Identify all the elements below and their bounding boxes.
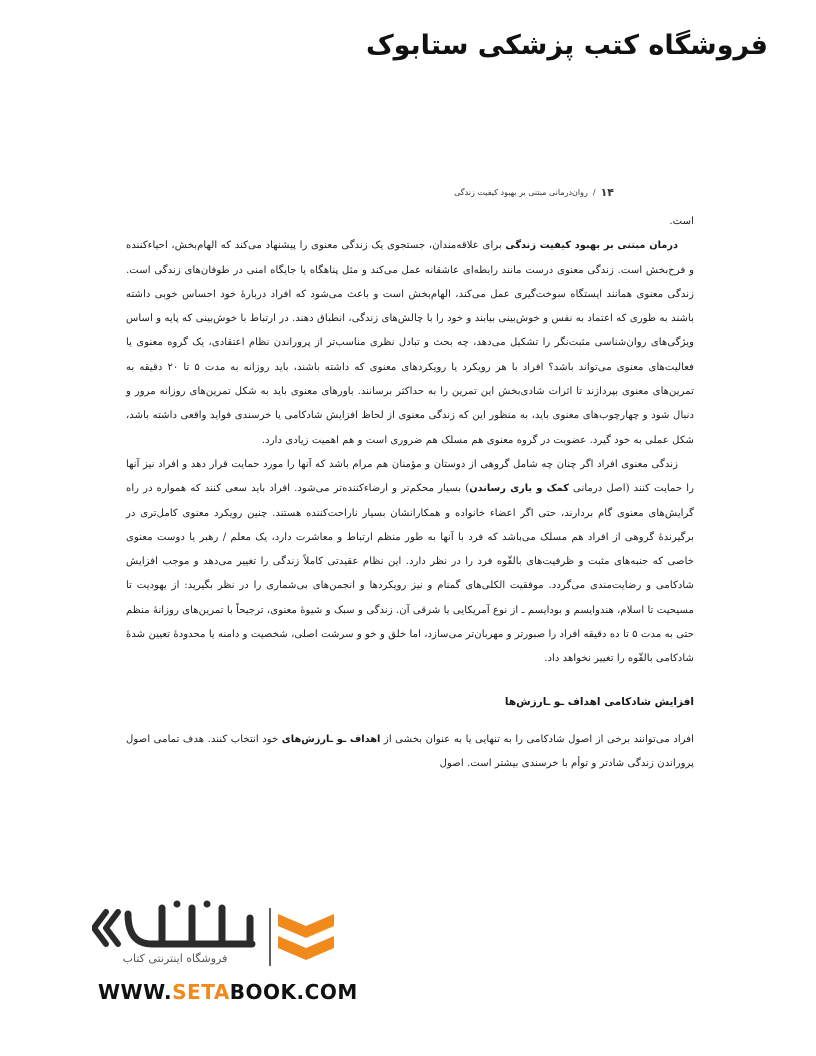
url-prefix: WWW. — [98, 980, 173, 1004]
logo-url — [98, 980, 358, 1004]
url-accent: SETA — [172, 980, 230, 1004]
bold-term: اهداف ـو ـارزش‌های — [281, 733, 381, 745]
setabook-logo-mark-icon — [92, 900, 342, 978]
bold-term: درمان مبتنی بر بهبود کیفیت زندگی — [505, 240, 678, 252]
page-body — [126, 210, 694, 776]
header-separator: / — [592, 188, 596, 197]
setabook-logo — [92, 900, 362, 1020]
paragraph-text: ) بسیار محکم‌تر و ارضاءکننده‌تر می‌شود. افراد باید سعی کنند که همواره در راه گرایش‌های معنوی گام بردارند، حتی اگر اعضاء خانواده و همکارانشان بسیار ناراحت‌کننده هستند. چنین رویکرد معنوی کامل‌تری در برگیرندهٔ گروهی از افراد هم مسلک می‌باشد که فرد با آنها به طور منظم ارتباط و معاشرت دارد، یک معلم / رهبر یا دوست معنوی خاصی که جنبه‌های مثبت و ظرفیت‌های بالقّوه فرد را در نظر دارد. این نظام عقیدتی کاملاً زندگی را تغییر می‌دهد و موجب افزایش شادکامی و رضایت‌مندی می‌گردد. موفقیت الکلی‌های گمنام و نیز رویکردها و انجمن‌های بی‌شماری را در نظر بگیرید: از یهودیت تا مسیحیت تا اسلام، هندوایسم و بودایسم ـ از نوع آمریکایی یا شرقی آن. زندگی و سبک و شیوهٔ معنوی، ترجیحاً با تمرین‌های روزانهٔ منظم حتی به مدت ۵ تا ده دقیقه افراد را صبورتر و مهربان‌تر می‌سازد، اما خلق و خو و سرشت اصلی، شخصیت و دامنه یا محدودهٔ تعیین شدهٔ شادکامی بالقّوه را تغییر نخواهد داد. — [126, 483, 694, 665]
page-number: ۱۴ — [600, 186, 614, 199]
paragraph-continuation — [126, 210, 694, 234]
url-suffix: BOOK.COM — [229, 980, 358, 1004]
running-header — [314, 186, 614, 200]
paragraph-text: خود انتخاب کنند. هدف تمامی اصول پروراندن زندگی شادتر و توأم با خرسندی بیشتر است. اصول — [126, 733, 694, 769]
paragraph-text: افراد می‌توانند برخی از اصول شادکامی را به تنهایی یا به عنوان بخشی از — [380, 733, 694, 745]
store-title: فروشگاه کتب پزشکی ستابوک — [365, 30, 768, 61]
paragraph-text: است. — [669, 216, 694, 227]
logo-tagline: فروشگاه اینترنتی کتاب — [122, 952, 228, 965]
paragraph — [126, 234, 694, 453]
paragraph-text: زندگی معنوی افراد اگر چنان چه شامل گروهی از دوستان و مؤمنان هم مرام باشد که آنها را مورد حمایت قرار دهد و افراد نیز آنها را حمایت کنند (اصل درمانی — [126, 458, 695, 495]
paragraph — [126, 453, 694, 672]
book-title: روان‌درمانی مبتنی بر بهبود کیفیت زندگی — [454, 188, 588, 197]
paragraph-text: برای علاقه‌مندان، جستجوی یک زندگی معنوی را پیشنهاد می‌کند که الهام‌بخش، احیاءکننده و فرح‌بخش است. زندگی معنوی درست مانند رابطه‌ای عاشقانه عمل می‌کند و مثل پناهگاه یا جایگاه امنی در طوفان‌های زندگی است. زندگی معنوی همانند ایستگاه سوخت‌گیری عمل می‌کند، الهام‌بخش است و باعث می‌شود که افراد دربارهٔ خود احساس خوبی داشته باشند به طوری که اعتماد به نفس و خوش‌بینی بیابند و خود را با چالش‌های زندگی، انطباق دهند. در ارتباط با خوش‌بینی که پایه و اساس ویژگی‌های روان‌شناسی مثبت‌نگر را تشکیل می‌دهد، چه بحث و تبادل نظری مناسب‌تر از پروراندن نظام اعتقادی، یک گروه معنوی یا فعالیت‌های معنوی می‌تواند باشد؟ افراد با هر رویکرد یا رویکردهای معنوی که داشته باشند، باید روزانه به مدت ۵ تا ۲۰ دقیقه به تمرین‌های معنوی بپردازند تا اثرات شادی‌بخش این تمرین را به حداکثر برسانند. باورهای معنوی باید به شکل تمرین‌های روزانه مرور و دنبال شود و چهارچوب‌های معنوی باید، به منظور این که زندگی معنوی از لحاظ افزایش شادکامی یا خرسندی فواید واقعی داشته باشد، شکل عملی به خود گیرد. عضویت در گروه معنوی هم مسلک هم ضروری است و هم اهمیت زیادی دارد. — [126, 240, 694, 446]
paragraph — [126, 728, 694, 777]
section-heading: افزایش شادکامی اهداف ـو ـارزش‌ها — [504, 695, 694, 708]
bold-term: کمک و یاری رساندن — [469, 483, 569, 495]
